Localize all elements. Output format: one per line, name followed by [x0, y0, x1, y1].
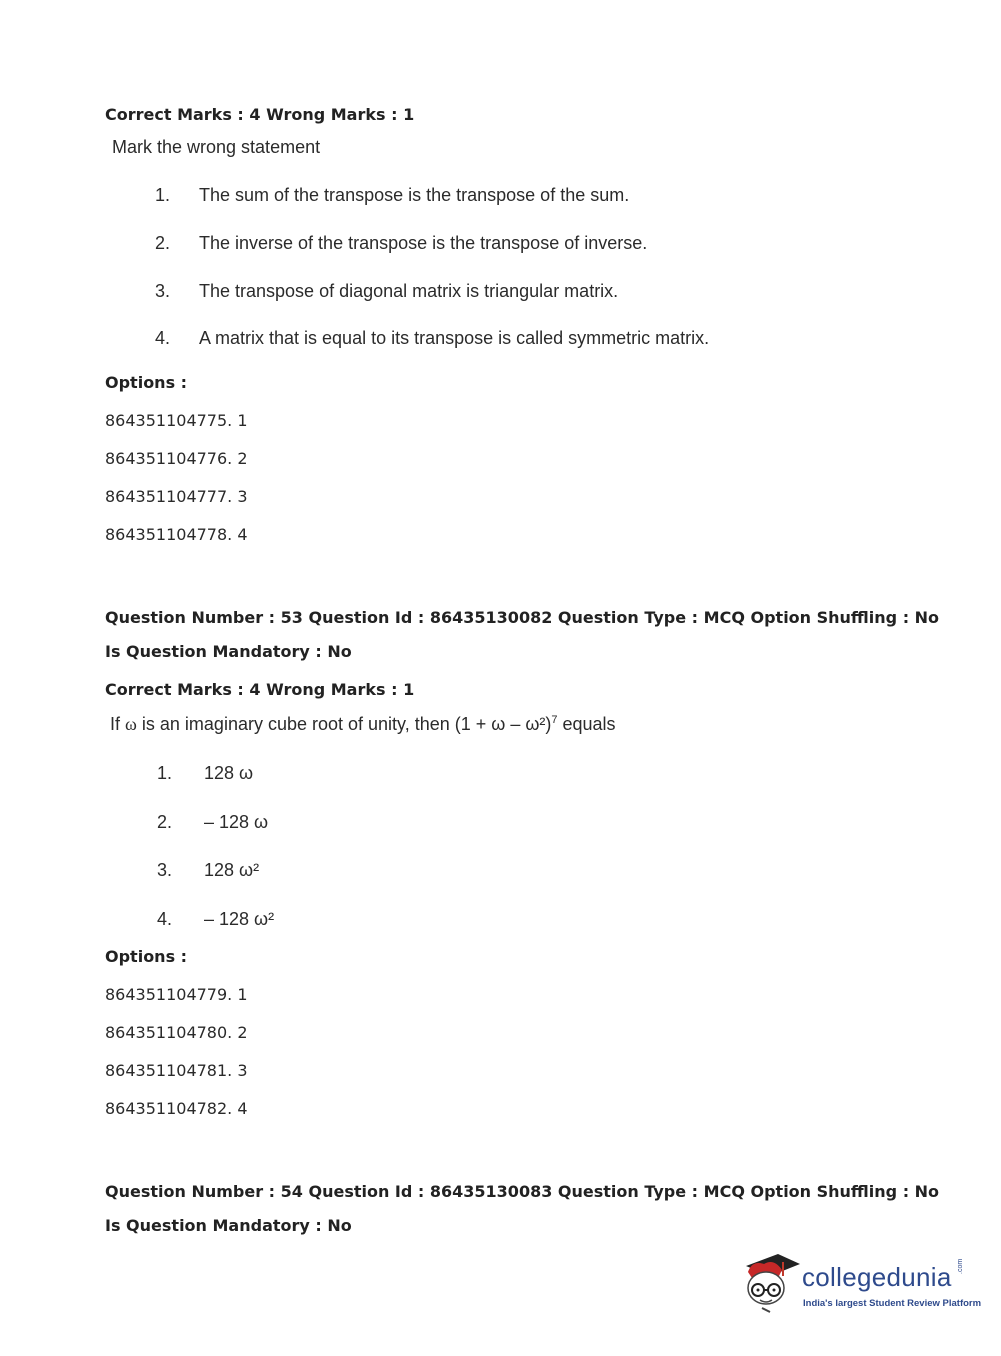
statement-number: 4. — [155, 328, 171, 348]
option-item: 864351104776. 2 — [105, 449, 248, 468]
option-item: 864351104775. 1 — [105, 411, 248, 430]
choice-number: 4. — [157, 909, 173, 929]
option-item: 864351104777. 3 — [105, 487, 248, 506]
marks-line: Correct Marks : 4 Wrong Marks : 1 — [105, 105, 415, 124]
question-mandatory: Is Question Mandatory : No — [105, 1216, 352, 1235]
choice-number: 3. — [157, 860, 173, 880]
option-item: 864351104778. 4 — [105, 525, 248, 544]
option-item: 864351104782. 4 — [105, 1099, 248, 1118]
options-label: Options : — [105, 947, 188, 966]
brand-suffix: .com — [957, 1258, 964, 1274]
omega-symbol: ω — [125, 714, 137, 734]
brand-tagline: India's largest Student Review Platform — [803, 1298, 982, 1309]
question-pre: If — [110, 714, 121, 734]
options-label: Options : — [105, 373, 188, 392]
statement-text: The sum of the transpose is the transpose of the sum. — [199, 185, 630, 205]
statement-number: 2. — [155, 233, 171, 253]
question-mandatory: Is Question Mandatory : No — [105, 642, 352, 661]
question-text: Mark the wrong statement — [112, 137, 321, 157]
collegedunia-logo — [738, 1248, 982, 1318]
question-post: equals — [562, 714, 616, 734]
choice-text: 128 ω — [204, 763, 254, 783]
choice-number: 1. — [157, 763, 173, 783]
mascot-icon — [738, 1248, 800, 1318]
choice-text: – 128 ω² — [204, 909, 275, 929]
question-header: Question Number : 53 Question Id : 86435130082 Question Type : MCQ Option Shuffling : No — [105, 608, 940, 627]
choice-number: 2. — [157, 812, 173, 832]
option-item: 864351104779. 1 — [105, 985, 248, 1004]
statement-text: The transpose of diagonal matrix is triangular matrix. — [199, 281, 619, 301]
statement-number: 1. — [155, 185, 171, 205]
statement-text: A matrix that is equal to its transpose is called symmetric matrix. — [199, 328, 710, 348]
choice-text: 128 ω² — [204, 860, 260, 880]
statement-number: 3. — [155, 281, 171, 301]
question-text — [110, 714, 616, 735]
option-item: 864351104781. 3 — [105, 1061, 248, 1080]
question-header: Question Number : 54 Question Id : 86435130083 Question Type : MCQ Option Shuffling : No — [105, 1182, 940, 1201]
marks-line: Correct Marks : 4 Wrong Marks : 1 — [105, 680, 415, 699]
brand-name: collegedunia — [802, 1262, 952, 1292]
statement-text: The inverse of the transpose is the transpose of inverse. — [199, 233, 648, 253]
question-mid: is an imaginary cube root of unity, then (1 + ω – ω²) — [141, 714, 552, 734]
choice-text: – 128 ω — [204, 812, 269, 832]
exponent: 7 — [551, 714, 558, 726]
option-item: 864351104780. 2 — [105, 1023, 248, 1042]
